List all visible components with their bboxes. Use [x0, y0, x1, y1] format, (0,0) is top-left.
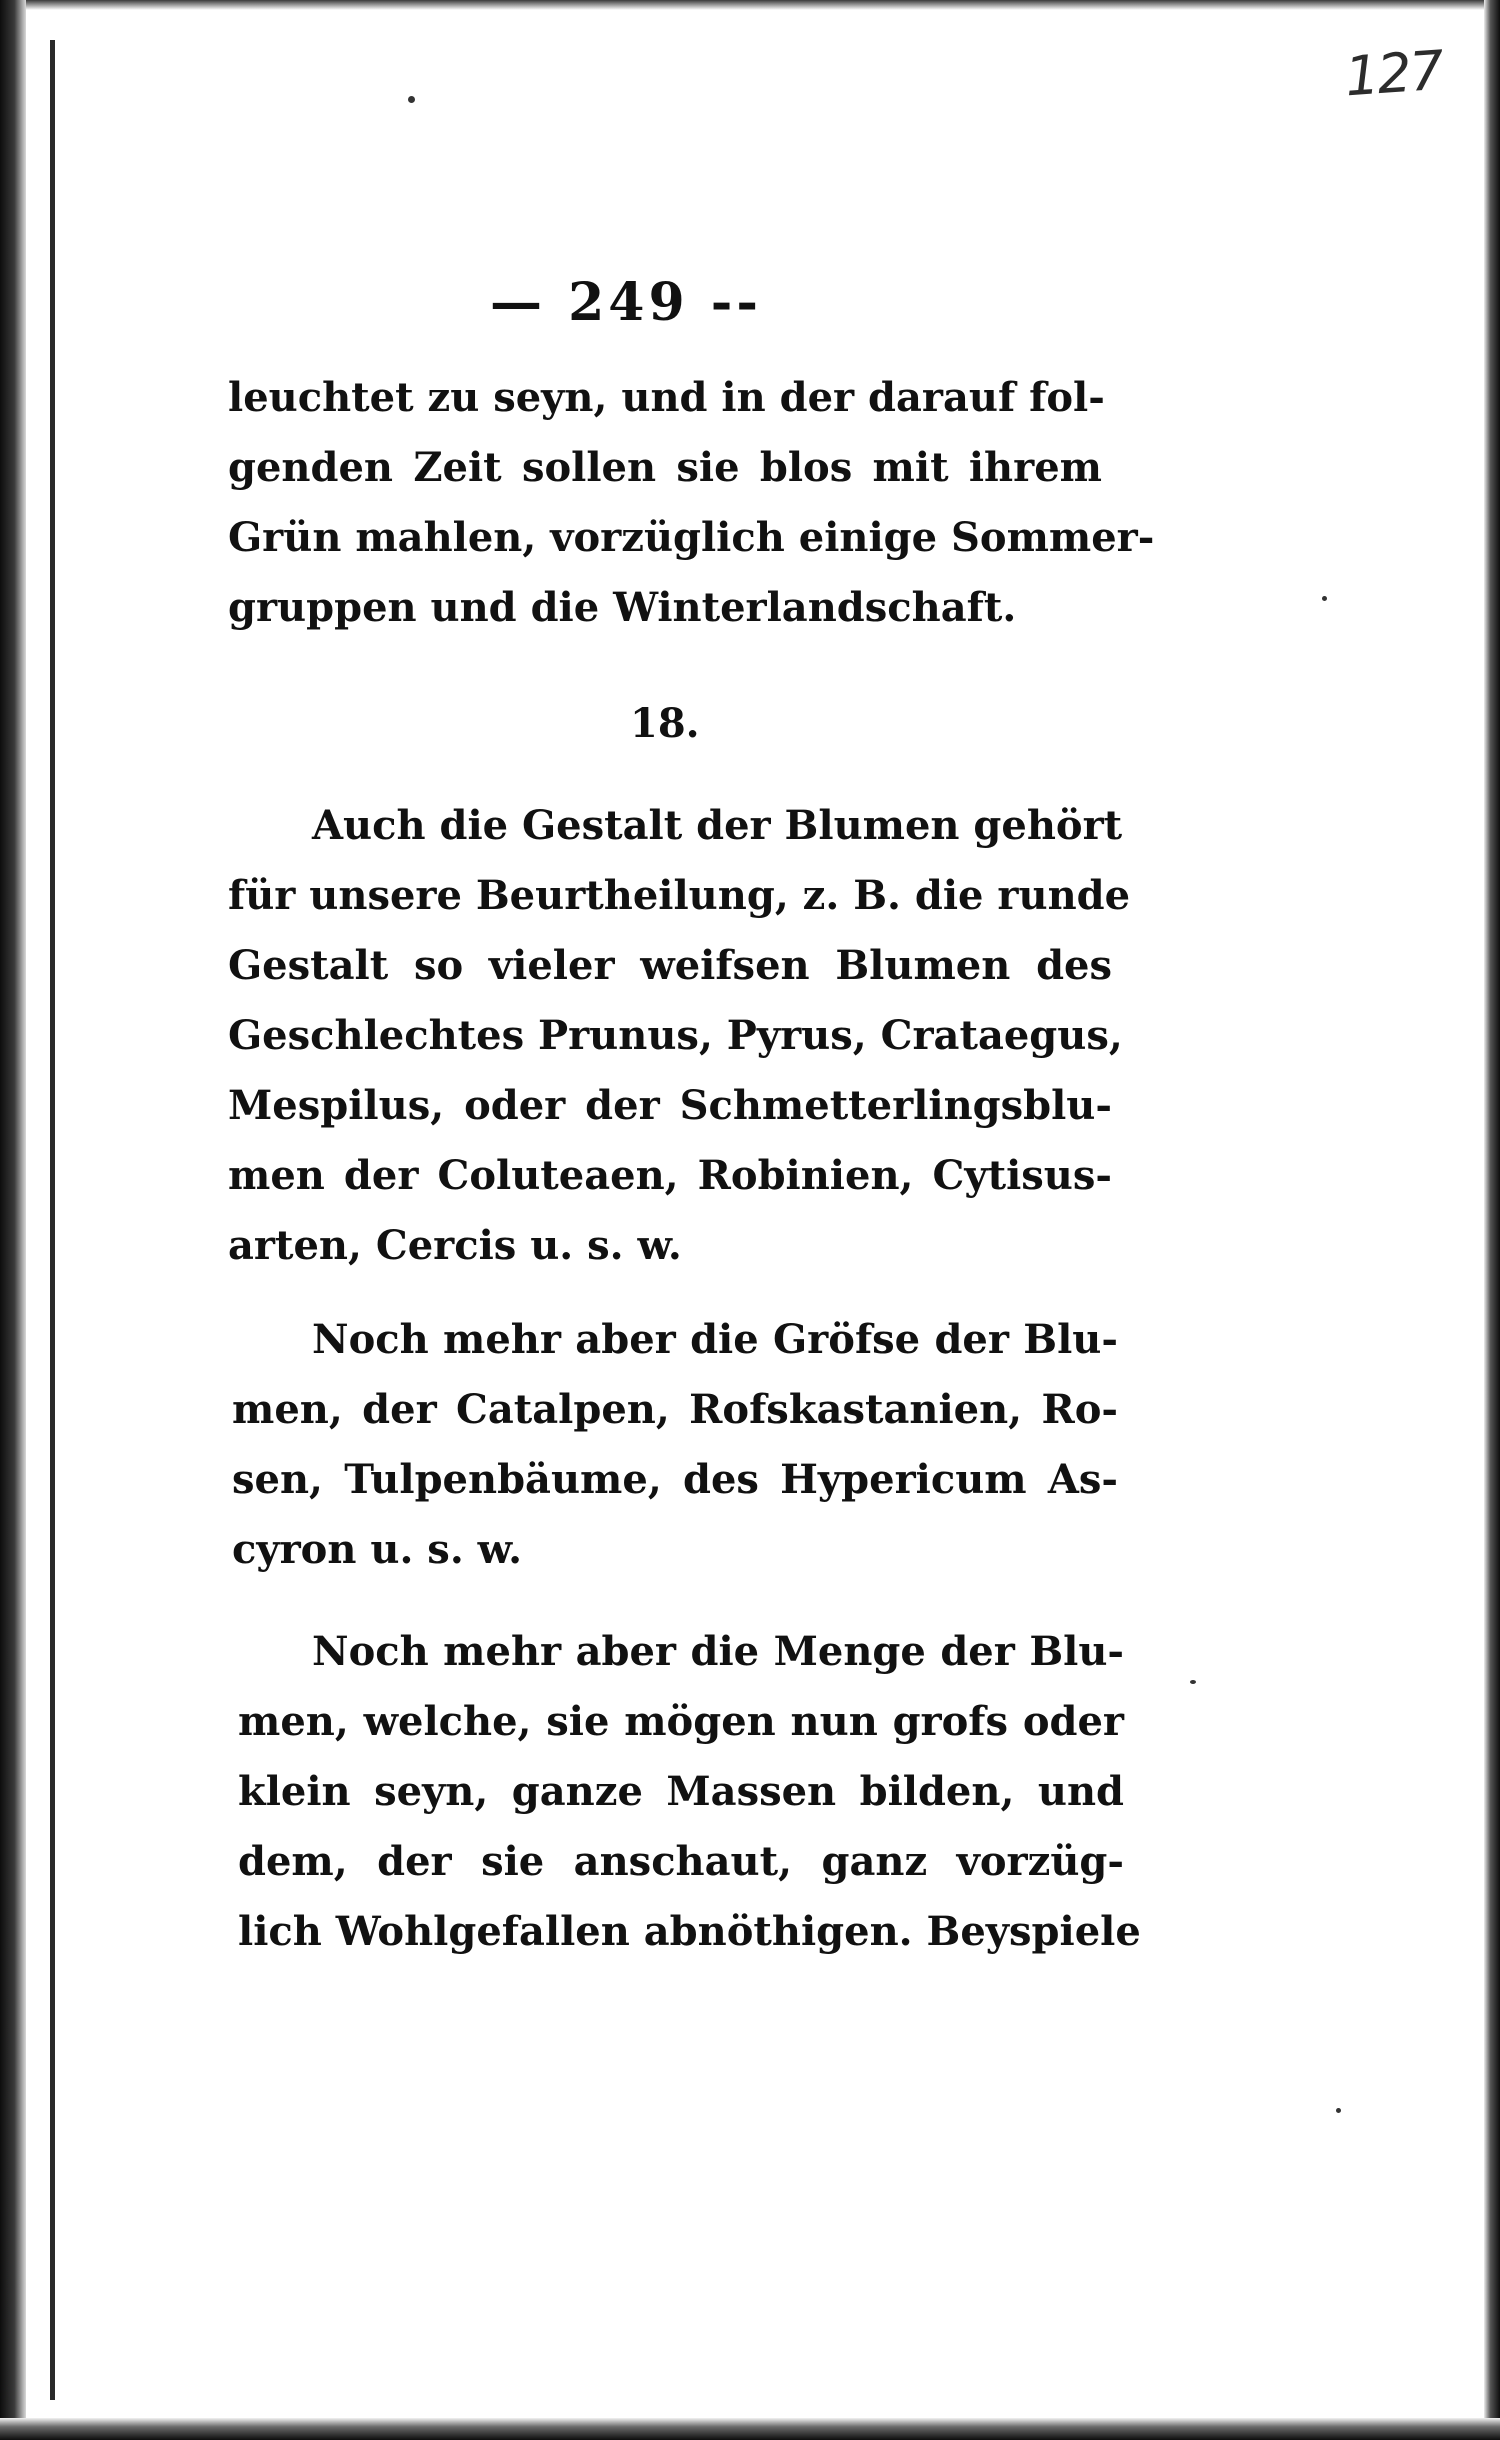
text-line: lich Wohlgefallen abnöthigen. Beyspiele [238, 1908, 1141, 1955]
text-line: sen, Tulpenbäume, des Hypericum As- [232, 1456, 1118, 1503]
text-line: Mespilus, oder der Schmetterlingsblu- [228, 1082, 1112, 1129]
section-number: 18. [630, 700, 700, 747]
handwritten-folio-number: 127 [1342, 38, 1445, 109]
text-line: Gestalt so vieler weifsen Blumen des [228, 942, 1112, 989]
paper-speck [408, 96, 415, 103]
text-line: dem, der sie anschaut, ganz vorzüg- [238, 1838, 1124, 1885]
page-number: — 249 -- [490, 272, 762, 333]
text-line: Noch mehr aber die Gröfse der Blu- [312, 1316, 1118, 1363]
text-line: gruppen und die Winterlandschaft. [228, 584, 1017, 631]
text-line: arten, Cercis u. s. w. [228, 1222, 682, 1269]
paper-speck [1336, 2108, 1341, 2113]
text-line: Geschlechtes Prunus, Pyrus, Crataegus, [228, 1012, 1123, 1059]
text-line: cyron u. s. w. [232, 1526, 522, 1573]
text-line: genden Zeit sollen sie blos mit ihrem [228, 444, 1102, 491]
text-line: Auch die Gestalt der Blumen gehört [312, 802, 1123, 849]
text-line: men, der Catalpen, Rofskastanien, Ro- [232, 1386, 1118, 1433]
text-line: Noch mehr aber die Menge der Blu- [312, 1628, 1124, 1675]
scan-top-edge [0, 0, 1500, 10]
text-line: men, welche, sie mögen nun grofs oder [238, 1698, 1124, 1745]
text-line: Grün mahlen, vorzüglich einige Sommer- [228, 514, 1155, 561]
scan-left-edge [0, 0, 26, 2440]
text-line: leuchtet zu seyn, und in der darauf fol- [228, 374, 1105, 421]
scan-bottom-edge [0, 2418, 1500, 2440]
scan-right-edge [1484, 0, 1500, 2440]
text-line: men der Coluteaen, Robinien, Cytisus- [228, 1152, 1112, 1199]
paper-speck [1190, 1680, 1196, 1684]
page-gutter-line [50, 40, 55, 2400]
text-line: für unsere Beurtheilung, z. B. die runde [228, 872, 1131, 919]
text-line: klein seyn, ganze Massen bilden, und [238, 1768, 1124, 1815]
paper-speck [1322, 596, 1327, 601]
